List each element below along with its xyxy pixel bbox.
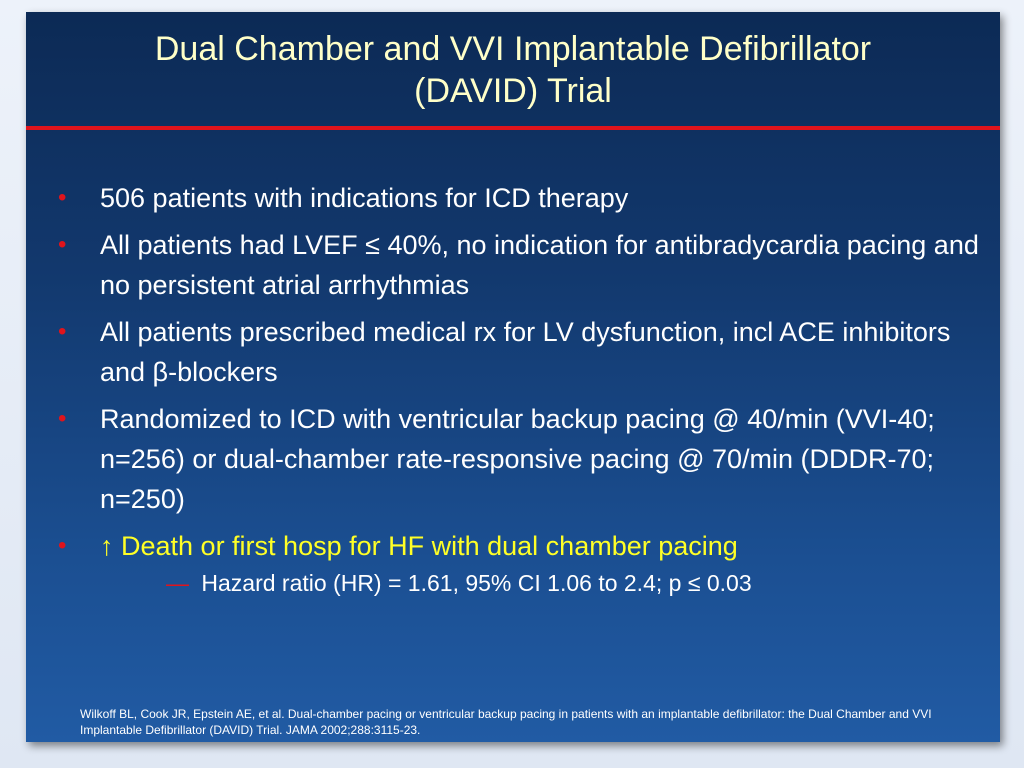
bullet-text: All patients prescribed medical rx for LV dysfunction, incl ACE inhibitors and β-blockers bbox=[100, 317, 951, 387]
bullet-text: Randomized to ICD with ventricular backup pacing @ 40/min (VVI-40; n=256) or dual-chamber rate-responsive pacing @ 70/min (DDDR-70; n=250) bbox=[100, 404, 935, 514]
sub-bullet-marker: — bbox=[166, 570, 189, 596]
bullet-text: All patients had LVEF ≤ 40%, no indication for antibradycardia pacing and no persistent atrial arrhythmias bbox=[100, 230, 979, 300]
bullet-item-result bbox=[26, 526, 1000, 566]
bullet-list bbox=[26, 178, 1000, 599]
slide-title-line-1: Dual Chamber and VVI Implantable Defibrillator bbox=[154, 30, 872, 68]
bullet-text-highlight: ↑ Death or first hosp for HF with dual chamber pacing bbox=[100, 531, 738, 561]
bullet-marker: • bbox=[58, 231, 67, 258]
title-divider bbox=[26, 126, 1000, 130]
citation: Wilkoff BL, Cook JR, Epstein AE, et al. Dual-chamber pacing or ventricular backup pacing in patients with an implantable defibrillator: the Dual Chamber and VVI Implantable Defibrillator (DAVID) Trial. JAMA 2002;288:3115-23. bbox=[80, 707, 932, 737]
slide-title-line-2: (DAVID) Trial bbox=[414, 72, 612, 110]
slide-title bbox=[26, 28, 1000, 112]
bullet-marker: • bbox=[58, 318, 67, 345]
bullet-item-lvef bbox=[26, 225, 1000, 305]
bullet-item-randomized bbox=[26, 399, 1000, 519]
bullet-marker: • bbox=[58, 532, 67, 559]
bullet-marker: • bbox=[58, 405, 67, 432]
bullet-item-medical-rx bbox=[26, 312, 1000, 392]
sub-bullet-text: Hazard ratio (HR) = 1.61, 95% CI 1.06 to 2.4; p ≤ 0.03 bbox=[201, 570, 752, 596]
bullet-marker: • bbox=[58, 184, 67, 211]
sub-bullet-hazard-ratio bbox=[26, 567, 1000, 599]
bullet-text: 506 patients with indications for ICD therapy bbox=[100, 183, 629, 213]
slide bbox=[26, 12, 1000, 742]
bullet-item-patients bbox=[26, 178, 1000, 218]
